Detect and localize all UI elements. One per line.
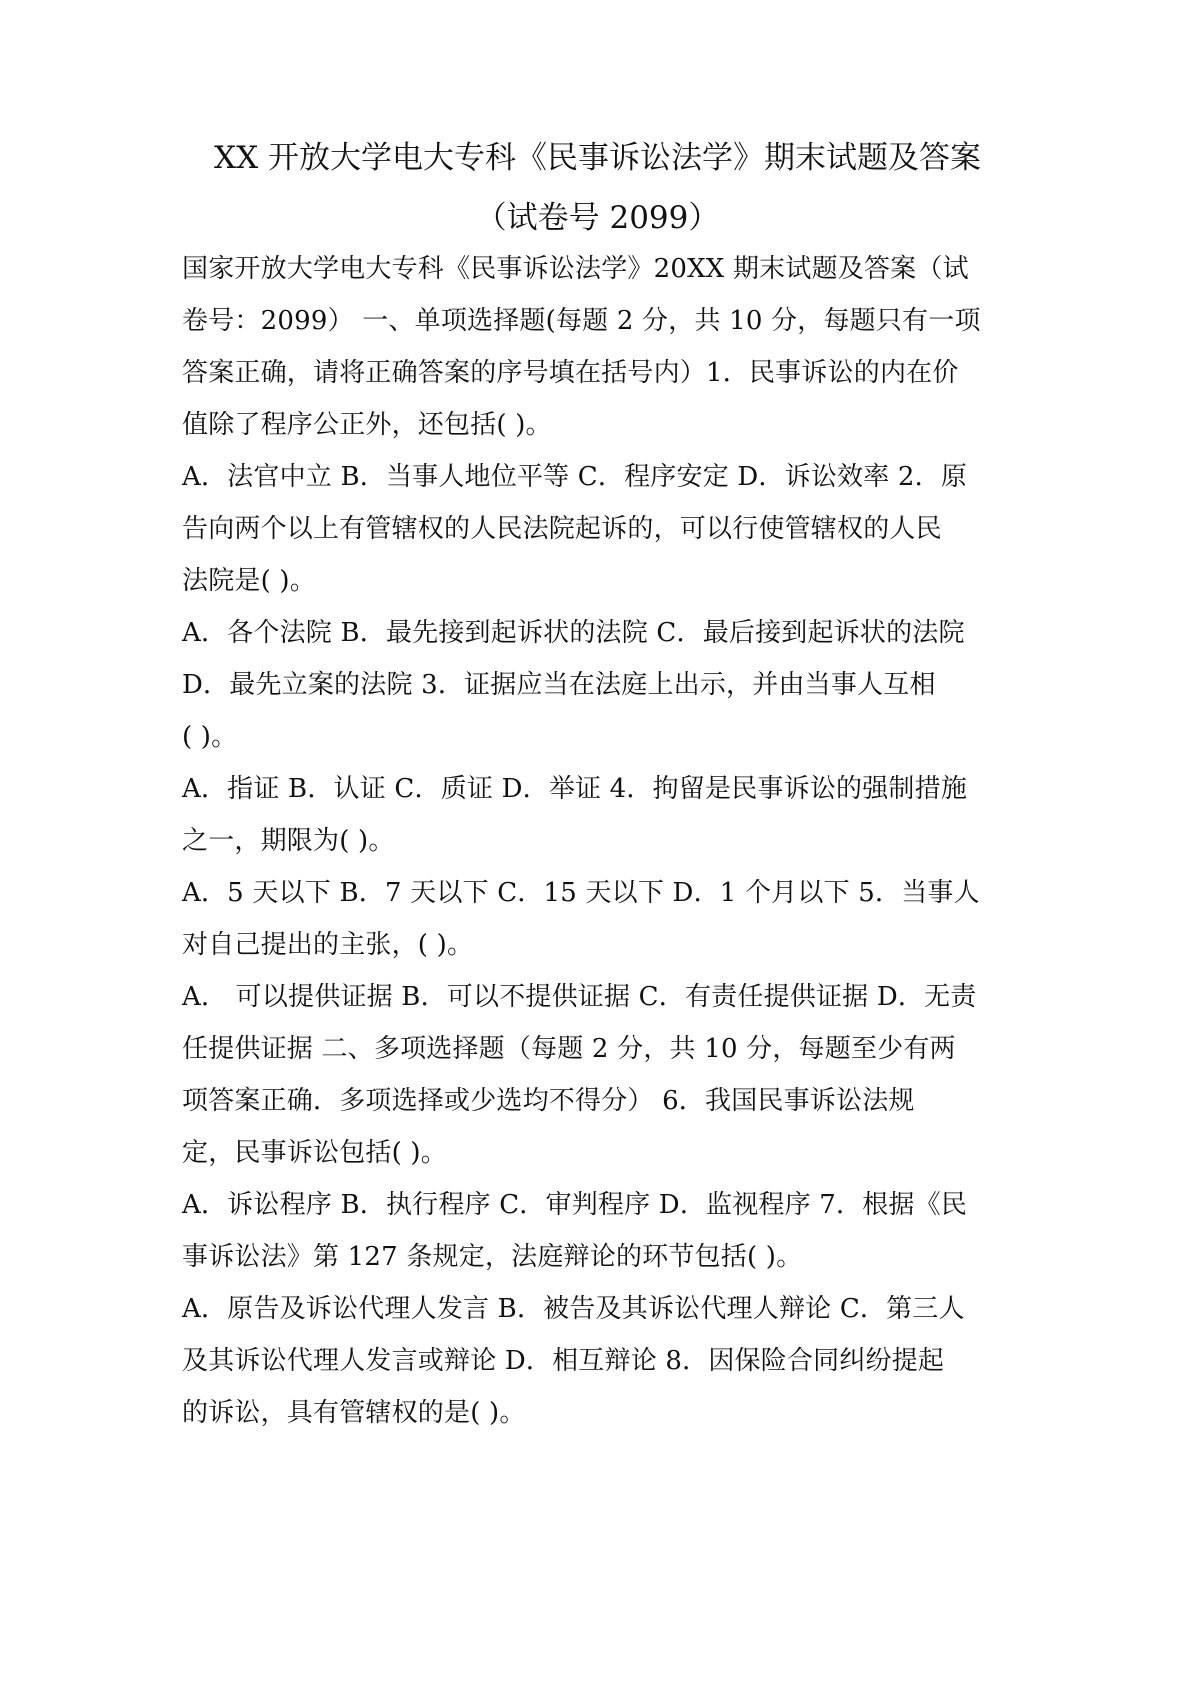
text-line: 对自己提出的主张，( )。 [182, 930, 474, 960]
text-line: A．指证 B．认证 C．质证 D．举证 4．拘留是民事诉讼的强制措施 [182, 774, 968, 804]
text-line: A．法官中立 B．当事人地位平等 C．程序安定 D．诉讼效率 2．原 [182, 462, 968, 492]
text-line: 国家开放大学电大专科《民事诉讼法学》20XX 期末试题及答案（试 [182, 254, 969, 284]
text-line: 定，民事诉讼包括( )。 [182, 1138, 447, 1168]
text-line: 事诉讼法》第 127 条规定，法庭辩论的环节包括( )。 [182, 1242, 803, 1272]
text-line: D．最先立案的法院 3．证据应当在法庭上出示，并由当事人互相 [182, 670, 936, 700]
text-line: 的诉讼，具有管辖权的是( )。 [182, 1398, 526, 1428]
text-line: A．原告及诉讼代理人发言 B．被告及其诉讼代理人辩论 C．第三人 [182, 1294, 965, 1324]
text-line: 项答案正确．多项选择或少选均不得分） 6．我国民事诉讼法规 [182, 1086, 915, 1116]
text-line: 卷号：2099） 一、单项选择题(每题 2 分，共 10 分，每题只有一项 [182, 306, 981, 336]
text-line: A．各个法院 B．最先接到起诉状的法院 C．最后接到起诉状的法院 [182, 618, 965, 648]
text-line: 值除了程序公正外，还包括( )。 [182, 410, 552, 440]
text-line: ( )。 [182, 722, 238, 752]
text-line: 法院是( )。 [182, 566, 316, 596]
document-subtitle: （试卷号 2099） [475, 200, 720, 236]
text-line: A． 可以提供证据 B．可以不提供证据 C．有责任提供证据 D．无责 [182, 982, 977, 1012]
text-line: A．诉讼程序 B．执行程序 C．审判程序 D．监视程序 7．根据《民 [182, 1190, 968, 1220]
text-line: 及其诉讼代理人发言或辩论 D．相互辩论 8．因保险合同纠纷提起 [182, 1346, 945, 1376]
text-line: 任提供证据 二、多项选择题（每题 2 分，共 10 分，每题至少有两 [182, 1034, 956, 1064]
text-line: A．5 天以下 B．7 天以下 C．15 天以下 D．1 个月以下 5．当事人 [182, 878, 980, 908]
text-line: 告向两个以上有管辖权的人民法院起诉的，可以行使管辖权的人民 [182, 514, 942, 544]
text-line: 答案正确，请将正确答案的序号填在括号内）1．民事诉讼的内在价 [182, 358, 959, 388]
text-line: 之一，期限为( )。 [182, 826, 395, 856]
document-title: XX 开放大学电大专科《民事诉讼法学》期末试题及答案 [214, 140, 981, 176]
